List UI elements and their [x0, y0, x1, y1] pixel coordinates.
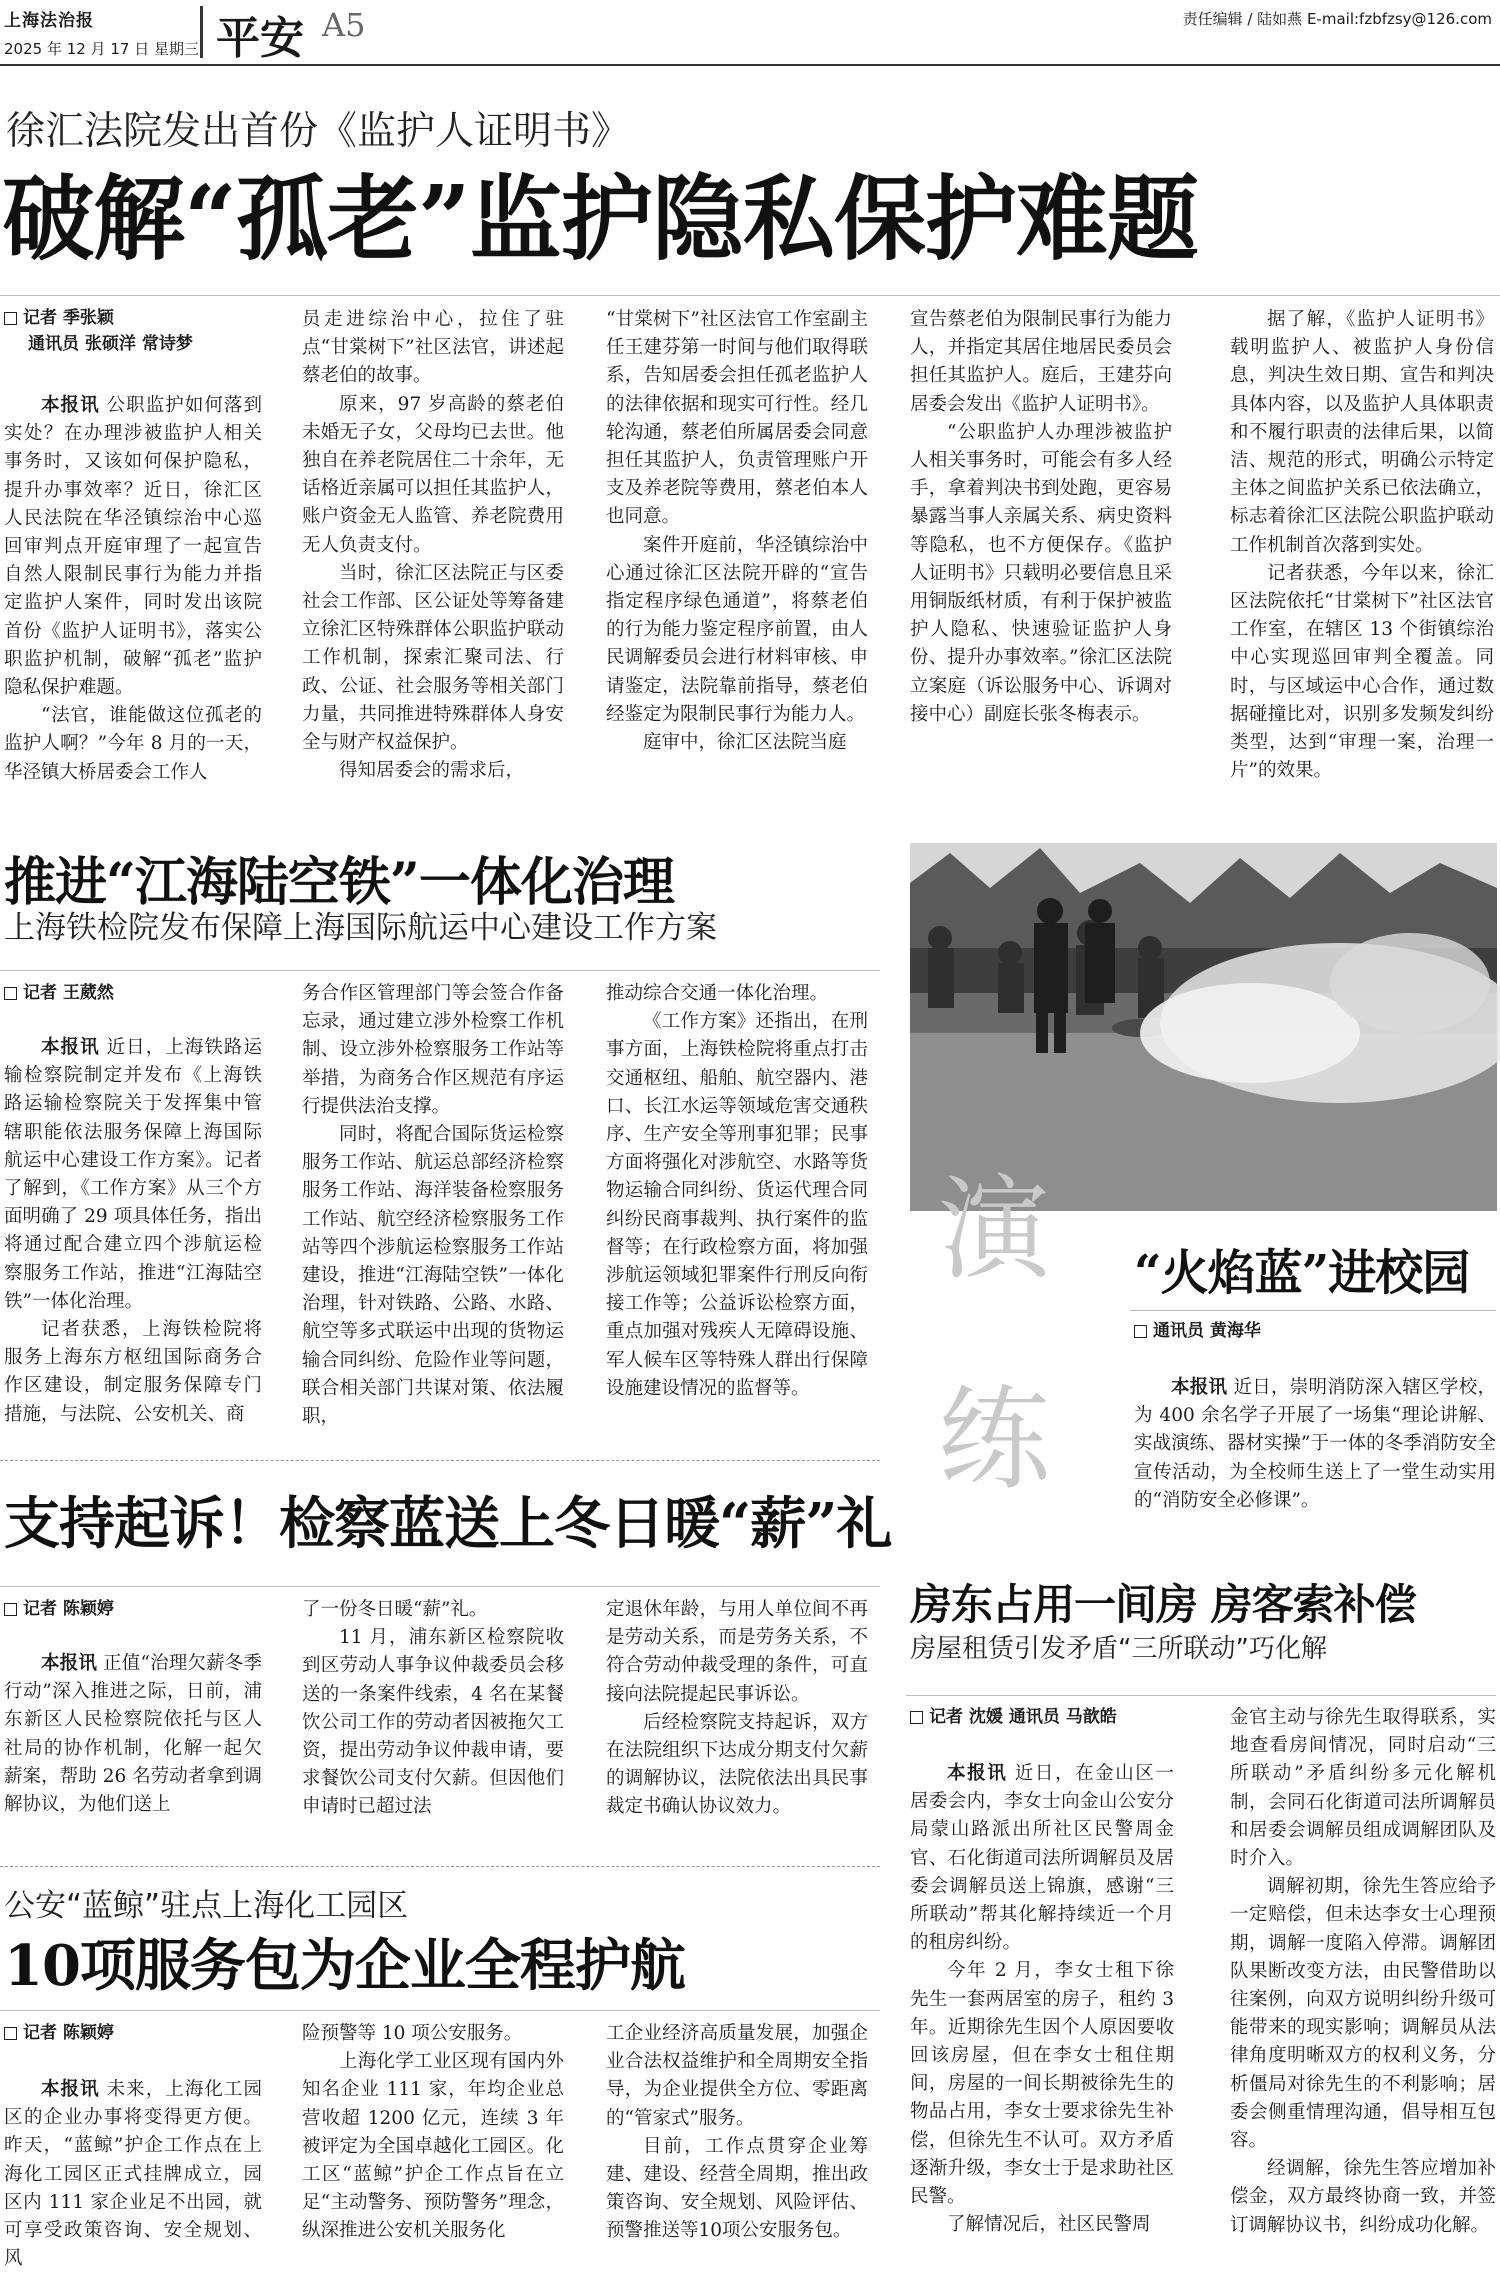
article2-subhead: 上海铁检院发布保障上海国际航运中心建设工作方案 [4, 910, 717, 946]
article2-rule [0, 970, 880, 971]
section-name: 平安 [216, 13, 304, 64]
article1-byline: 记者 季张颖 通讯员 张硕洋 常诗梦 [4, 305, 284, 357]
article5-rule [906, 1695, 1496, 1696]
article3-column-1: 本报讯 正值“治理欠薪冬季行动”深入推进之际，日前，浦东新区人民检察院依托与区人社局的协作机制，化解一起欠薪案，帮助 26 名劳动者拿到调解协议，为他们送上 [4, 1653, 262, 1816]
header-divider [200, 6, 203, 58]
article4-divider [0, 1866, 880, 1867]
article2-byline: 记者 王葳然 [4, 980, 264, 1006]
article5-subhead: 房屋租赁引发矛盾“三所联动”巧化解 [910, 1634, 1327, 1664]
article3-headline: 支持起诉！检察蓝送上冬日暖“薪”礼 [4, 1491, 892, 1557]
article3-divider [0, 1460, 880, 1461]
header-rule [0, 64, 1500, 66]
article4-column-2: 险预警等 10 项公安服务。 上海化学工业区现有国内外知名企业 111 家，年均企业总营收超 1200 亿元，连续 3 年被评定为全国卓越化工园区。化工区“蓝鲸”护企工作点旨在立足“主动警务、预防警务”理念，纵深推进公安机关服务化 [302, 2023, 564, 2242]
article1-column-1: 本报讯 公职监护如何落到实处？在办理涉被监护人相关事务时，又该如何保护隐私，提升办事效率？近日，徐汇区人民法院在华泾镇综治中心巡回审判点开庭审理了一起宣告自然人限制民事行为能力并指定监护人案件，同时发出该院首份《监护人证明书》，落实公职监护机制，破解“孤老”监护隐私保护难题。 “法官，谁能做这位孤老的监护人啊？”今年 8 月的一天，华泾镇大桥居委会工作人 [4, 395, 262, 783]
article2-column-3: 推动综合交通一体化治理。 《工作方案》还指出，在刑事方面，上海铁检院将重点打击交通枢纽、船舶、航空器内、港口、长江水运等领域危害交通秩序、生产安全等刑事犯罪；民事方面将强化对涉航空、水路等货物运输合同纠纷、货运代理合同纠纷民商事裁判、执行案件的监督等；在行政检察方面，将加强涉航运领域犯罪案件行刑反向衔接工作等；公益诉讼检察方面，重点加强对残疾人无障碍设施、军人候车区等特殊人群出行保障设施建设情况的监督等。 [606, 983, 868, 1399]
article4-rule [0, 2010, 880, 2011]
drill-character-1: 演 [938, 1165, 1050, 1295]
byline-box-icon [4, 1603, 17, 1616]
photo-story-headline: “火焰蓝”进校园 [1134, 1245, 1470, 1301]
article1-column-2: 员走进综治中心，拉住了驻点“甘棠树下”社区法官，讲述起蔡老伯的故事。 原来，97 岁高龄的蔡老伯未婚无子女，父母均已去世。他独自在养老院居住二十余年，无话格近亲属可以担任其监护人，账户资金无人监管、养老院费用无人负责支付。 当时，徐汇区法院正与区委社会工作部、区公证处等筹备建立徐汇区特殊群体公职监护联动工作机制，探索汇聚司法、行政、公证、社会服务等相关部门力量，共同推进特殊群体人身安全与财产权益保护。 得知居委会的需求后， [302, 309, 564, 782]
article5-byline: 记者 沈媛 通讯员 马歆皓 [910, 1704, 1210, 1730]
article4-column-1: 本报讯 未来，上海化工园区的企业办事将变得更方便。昨天，“蓝鲸”护企工作点在上海化工园区正式挂牌成立，园区内 111 家企业足不出园，就可享受政策咨询、安全规划、风 [4, 2079, 262, 2270]
article1-column-5: 据了解，《监护人证明书》载明监护人、被监护人身份信息，判决生效日期、宣告和判决具体内容，以及监护人具体职责和不履行职责的法律后果，以简洁、规范的形式，明确公示特定主体之间监护关系已依法确立，标志着徐汇区法院公职监护联动工作机制首次落到实处。 记者获悉，今年以来，徐汇区法院依托“甘棠树下”社区法官工作室，在辖区 13 个街镇综治中心实现巡回审判全覆盖。同时，与区域运中心合作，通过数据碰撞比对，识别多发频发纠纷类型，达到“审理一案，治理一片”的效果。 [1230, 309, 1494, 782]
article2-column-2: 务合作区管理部门等会签合作备忘录，通过建立涉外检察工作机制、设立涉外检察服务工作站等举措，为商务合作区规范有序运行提供法治支撑。 同时，将配合国际货运检察服务工作站、航运总部经济检察服务工作站、海洋装备检察服务工作站、航空经济检察服务工作站等四个涉航运检察服务工作站建设，推进“江海陆空铁”一体化治理，针对铁路、公路、水路、航空等多式联运中出现的货物运输合同纠纷、危险作业等问题，联合相关部门共谋对策、依法履职， [302, 983, 564, 1428]
article1-headline: 破解“孤老”监护隐私保护难题 [2, 165, 1198, 273]
article4-column-3: 工企业经济高质量发展，加强企业合法权益维护和全周期安全指导，为企业提供全方位、零距离的“管家式”服务。 目前，工作点贯穿企业筹建、建设、经营全周期，推出政策咨询、安全规划、风险评估、预警推送等10项公安服务包。 [606, 2023, 868, 2242]
article2-column-1: 本报讯 近日，上海铁路运输检察院制定并发布《上海铁路运输检察院关于发挥集中管辖职能依法服务保障上海国际航运中心建设工作方案》。记者了解到，《工作方案》从三个方面明确了 29 项具体任务，指出将通过配合建立四个涉航运检察服务工作站，推进“江海陆空铁”一体化治理。 记者获悉，上海铁检院将服务上海东方枢纽国际商务合作区建设，制定服务保障专门措施，与法院、公安机关、商 [4, 1037, 262, 1425]
byline-box-icon [4, 987, 17, 1000]
photo-story-byline: 通讯员 黄海华 [1134, 1318, 1494, 1344]
byline-box-icon [910, 1711, 923, 1724]
article3-byline: 记者 陈颖婷 [4, 1596, 264, 1622]
article4-byline: 记者 陈颖婷 [4, 2020, 264, 2046]
article5-column-2: 金官主动与徐先生取得联系，实地查看房间情况，同时启动“三所联动”矛盾纠纷多元化解机制，会同石化街道司法所调解员和居委会调解员组成调解团队及时介入。 调解初期，徐先生答应给予一定赔偿，但未达李女士心理预期，调解一度陷入停滞。调解团队果断改变方法，由民警借助以往案例，向双方说明纠纷升级可能带来的现实影响；调解员从法律角度明晰双方的权利义务，分析僵局对徐先生的不利影响；居委会侧重情理沟通，倡导相互包容。 经调解，徐先生答应增加补偿金，双方最终协商一致，并签订调解协议书，纠纷成功化解。 [1230, 1707, 1496, 2236]
byline-box-icon [4, 312, 17, 325]
article2-headline: 推进“江海陆空铁”一体化治理 [4, 852, 674, 913]
article1-kicker: 徐汇法院发出首份《监护人证明书》 [6, 109, 631, 154]
photo-story-rule [1130, 1310, 1496, 1311]
article4-headline: 10项服务包为企业全程护航 [4, 1933, 685, 1999]
byline-box-icon [4, 2027, 17, 2040]
article4-kicker: 公安“蓝鲸”驻点上海化工园区 [4, 1888, 409, 1924]
photo-story-body: 本报讯 近日，崇明消防深入辖区学校，为 400 余名学子开展了一场集“理论讲解、实战演练、器材实操”于一体的冬季消防安全宣传活动，为全校师生送上了一堂生动实用的“消防安全必修课”。 [1134, 1377, 1496, 1511]
article1-column-4: 宣告蔡老伯为限制民事行为能力人，并指定其居住地居民委员会担任其监护人。庭后，王建芬向居委会发出《监护人证明书》。 “公职监护人办理涉被监护人相关事务时，可能会有多人经手，拿着判决书到处跑，更容易暴露当事人亲属关系、病史资料等隐私，也不方便保存。《监护人证明书》只载明必要信息且采用铜版纸材质，有利于保护被监护人隐私、快速验证监护人身份、提升办事效率。”徐汇区法院立案庭（诉讼服务中心、诉调对接中心）副庭长张冬梅表示。 [910, 309, 1172, 725]
editor-credit: 责任编辑 / 陆如燕 E-mail:fzbfzsy@126.com [1182, 10, 1492, 28]
article1-rule [0, 295, 1500, 296]
drill-character-2: 练 [938, 1375, 1050, 1505]
article3-column-2: 了一份冬日暖“薪”礼。 11 月，浦东新区检察院收到区劳动人事争议仲裁委员会移送的一条案件线索，4 名在某餐饮公司工作的劳动者因被拖欠工资，提出劳动争议仲裁申请，要求餐饮公司支付欠薪。但因他们申请时已超过法 [302, 1599, 564, 1818]
issue-date: 2025 年 12 月 17 日 星期三 [4, 40, 199, 58]
article3-column-3: 定退休年龄，与用人单位间不再是劳动关系，而是劳务关系，不符合劳动仲裁受理的条件，可直接向法院提起民事诉讼。 后经检察院支持起诉，双方在法院组织下达成分期支付欠薪的调解协议，法院依法出具民事裁定书确认协议效力。 [606, 1599, 868, 1818]
page-number: A5 [322, 6, 366, 44]
article1-column-3: “甘棠树下”社区法官工作室副主任王建芬第一时间与他们取得联系，告知居委会担任孤老监护人的法律依据和现实可行性。经几轮沟通，蔡老伯所属居委会同意担任其监护人，负责管理账户开支及养老院等费用，蔡老伯本人也同意。 案件开庭前，华泾镇综治中心通过徐汇区法院开辟的“宣告指定程序绿色通道”，将蔡老伯的行为能力鉴定程序前置，由人民调解委员会进行材料审核、申请鉴定，法院靠前指导，蔡老伯经鉴定为限制民事行为能力人。 庭审中，徐汇区法院当庭 [606, 309, 868, 754]
masthead: 上海法治报 [4, 11, 94, 31]
article5-headline: 房东占用一间房 房客索补偿 [910, 1580, 1416, 1629]
byline-box-icon [1134, 1325, 1147, 1338]
article3-rule [0, 1586, 880, 1587]
article5-column-1: 本报讯 近日，在金山区一居委会内，李女士向金山公安分局蒙山路派出所社区民警周金官、石化街道司法所调解员及居委会调解员送上锦旗，感谢“三所联动”帮其化解持续近一个月的租房纠纷。 今年 2 月，李女士租下徐先生一套两居室的房子，租约 3 年。近期徐先生因个人原因要收回该房屋，但在李女士租住期间，房屋的一间长期被徐先生的物品占用，李女士要求徐先生补偿，但徐先生不认可。双方矛盾逐渐升级，李女士于是求助社区民警。 了解情况后，社区民警周 [910, 1763, 1174, 2236]
